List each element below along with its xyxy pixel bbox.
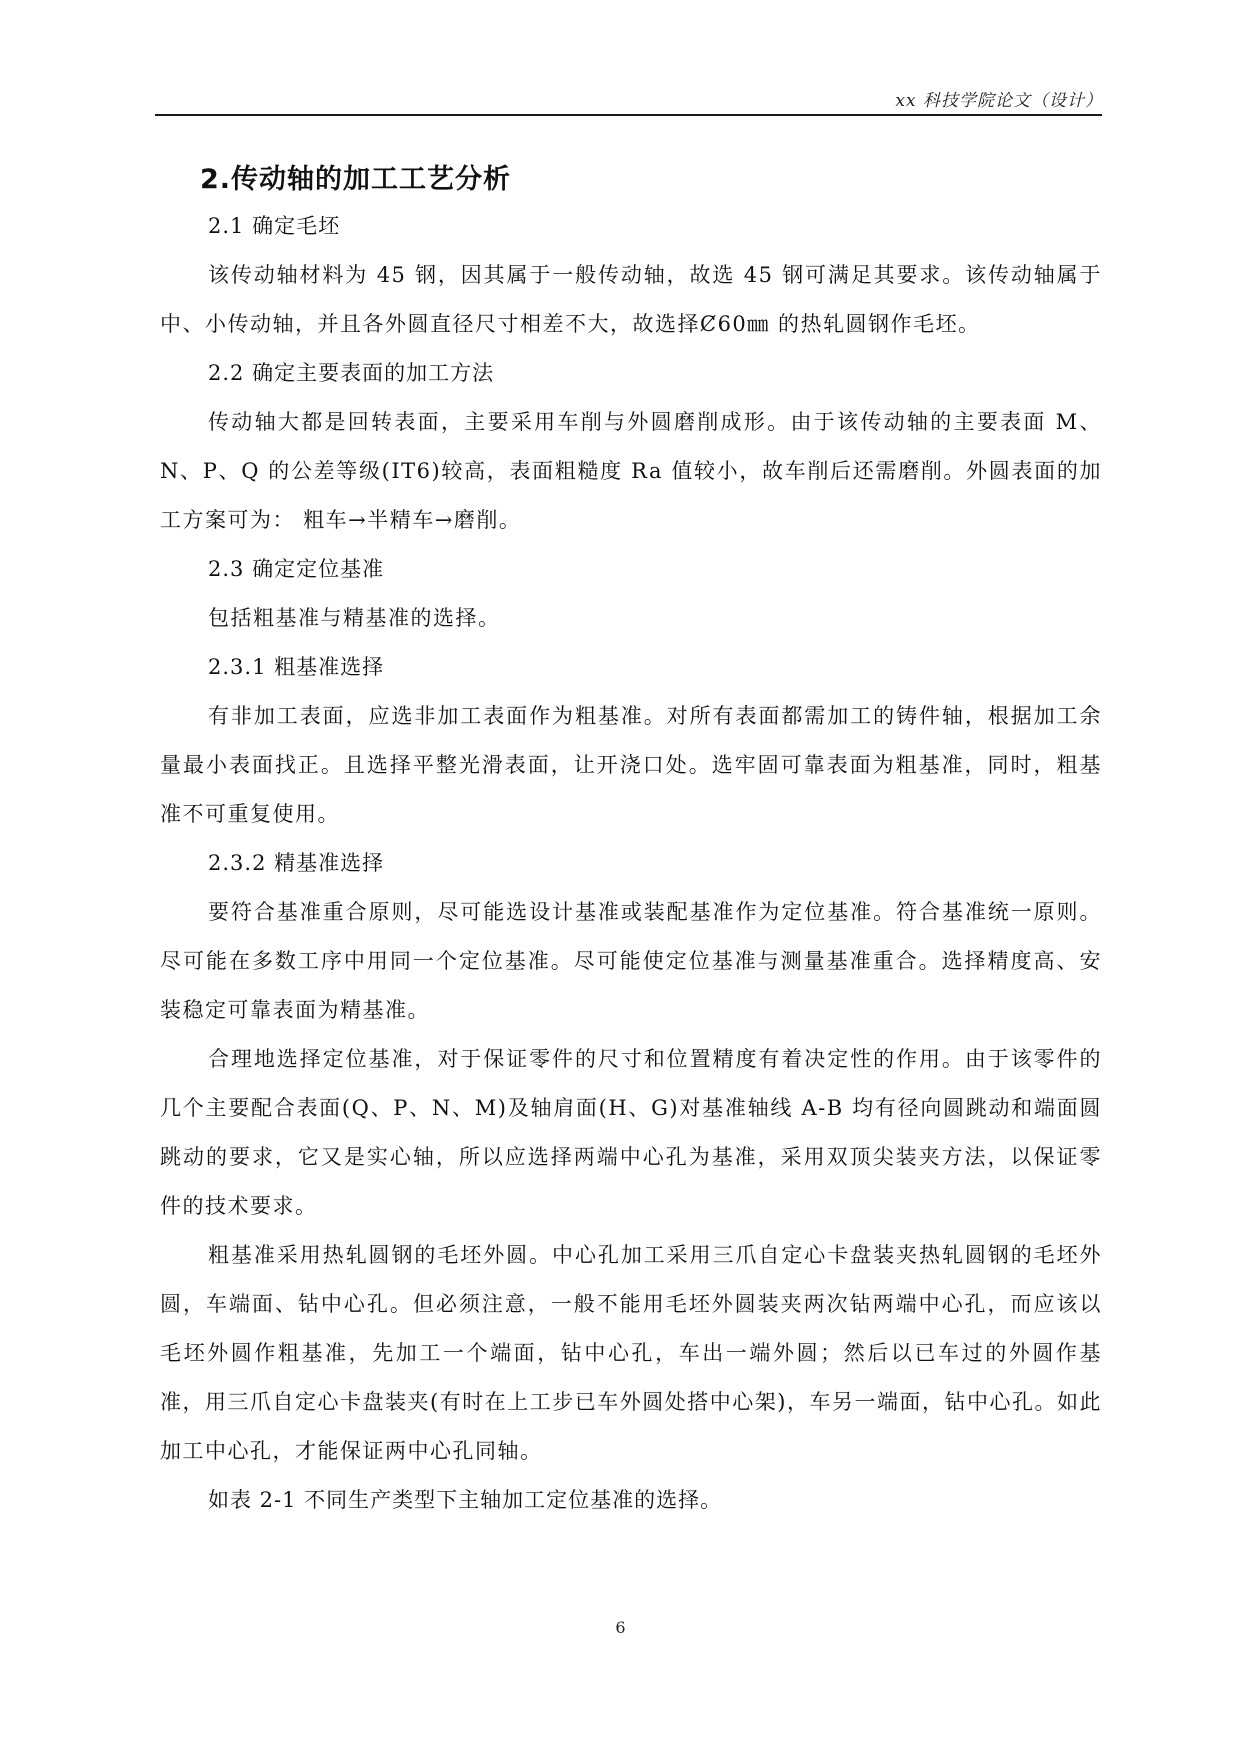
section-heading-2-3: 2.3 确定定位基准 [208, 557, 385, 581]
paragraph-datum-intro: 包括粗基准与精基准的选择。 [208, 606, 501, 630]
paragraph-center-hole: 粗基准采用热轧圆钢的毛坯外圆。中心孔加工采用三爪自定心卡盘装夹热轧圆钢的毛坯外圆，车端面、钻中心孔。但必须注意，一般不能用毛坯外圆装夹两次钻两端中心孔，而应该以毛坯外圆作粗基准，先加工一个端面，钻中心孔，车出一端外圆；然后以已车过的外圆作基准，用三爪自定心卡盘装夹(有时在上工步已车外圆处搭中心架)，车另一端面，钻中心孔。如此加工中心孔，才能保证两中心孔同轴。 [160, 1243, 1102, 1463]
section-heading-2-1: 2.1 确定毛坯 [208, 214, 341, 238]
header-rule [155, 114, 1102, 116]
page-number: 6 [615, 1618, 626, 1637]
paragraph-blank-material: 该传动轴材料为 45 钢，因其属于一般传动轴，故选 45 钢可满足其要求。该传动轴属于中、小传动轴，并且各外圆直径尺寸相差不大，故选择Ȼ60㎜ 的热轧圆钢作毛坯。 [160, 263, 1102, 336]
paragraph-datum-selection: 合理地选择定位基准，对于保证零件的尺寸和位置精度有着决定性的作用。由于该零件的几个主要配合表面(Q、P、N、M)及轴肩面(H、G)对基准轴线 A-B 均有径向圆跳动和端面圆跳动的要求，它又是实心轴，所以应选择两端中心孔为基准，采用双顶尖装夹方法，以保证零件的技术要求。 [160, 1047, 1102, 1218]
section-heading-2-3-2: 2.3.2 精基准选择 [208, 851, 385, 875]
section-heading-2-3-1: 2.3.1 粗基准选择 [208, 655, 385, 679]
running-header: xx 科技学院论文（设计） [895, 91, 1103, 111]
section-heading-2-2: 2.2 确定主要表面的加工方法 [208, 361, 495, 385]
table-reference: 如表 2-1 不同生产类型下主轴加工定位基准的选择。 [208, 1488, 723, 1512]
chapter-title: 2.传动轴的加工工艺分析 [200, 164, 512, 195]
paragraph-rough-datum: 有非加工表面，应选非加工表面作为粗基准。对所有表面都需加工的铸件轴，根据加工余量最小表面找正。且选择平整光滑表面，让开浇口处。选牢固可靠表面为粗基准，同时，粗基准不可重复使用。 [160, 704, 1102, 826]
paragraph-machining-method: 传动轴大都是回转表面，主要采用车削与外圆磨削成形。由于该传动轴的主要表面 M、N、P、Q 的公差等级(IT6)较高，表面粗糙度 Ra 值较小，故车削后还需磨削。外圆表面的加工方案可为： 粗车→半精车→磨削。 [160, 410, 1102, 532]
page-body [160, 158, 1102, 1525]
paragraph-fine-datum: 要符合基准重合原则，尽可能选设计基准或装配基准作为定位基准。符合基准统一原则。尽可能在多数工序中用同一个定位基准。尽可能使定位基准与测量基准重合。选择精度高、安装稳定可靠表面为精基准。 [160, 900, 1102, 1022]
